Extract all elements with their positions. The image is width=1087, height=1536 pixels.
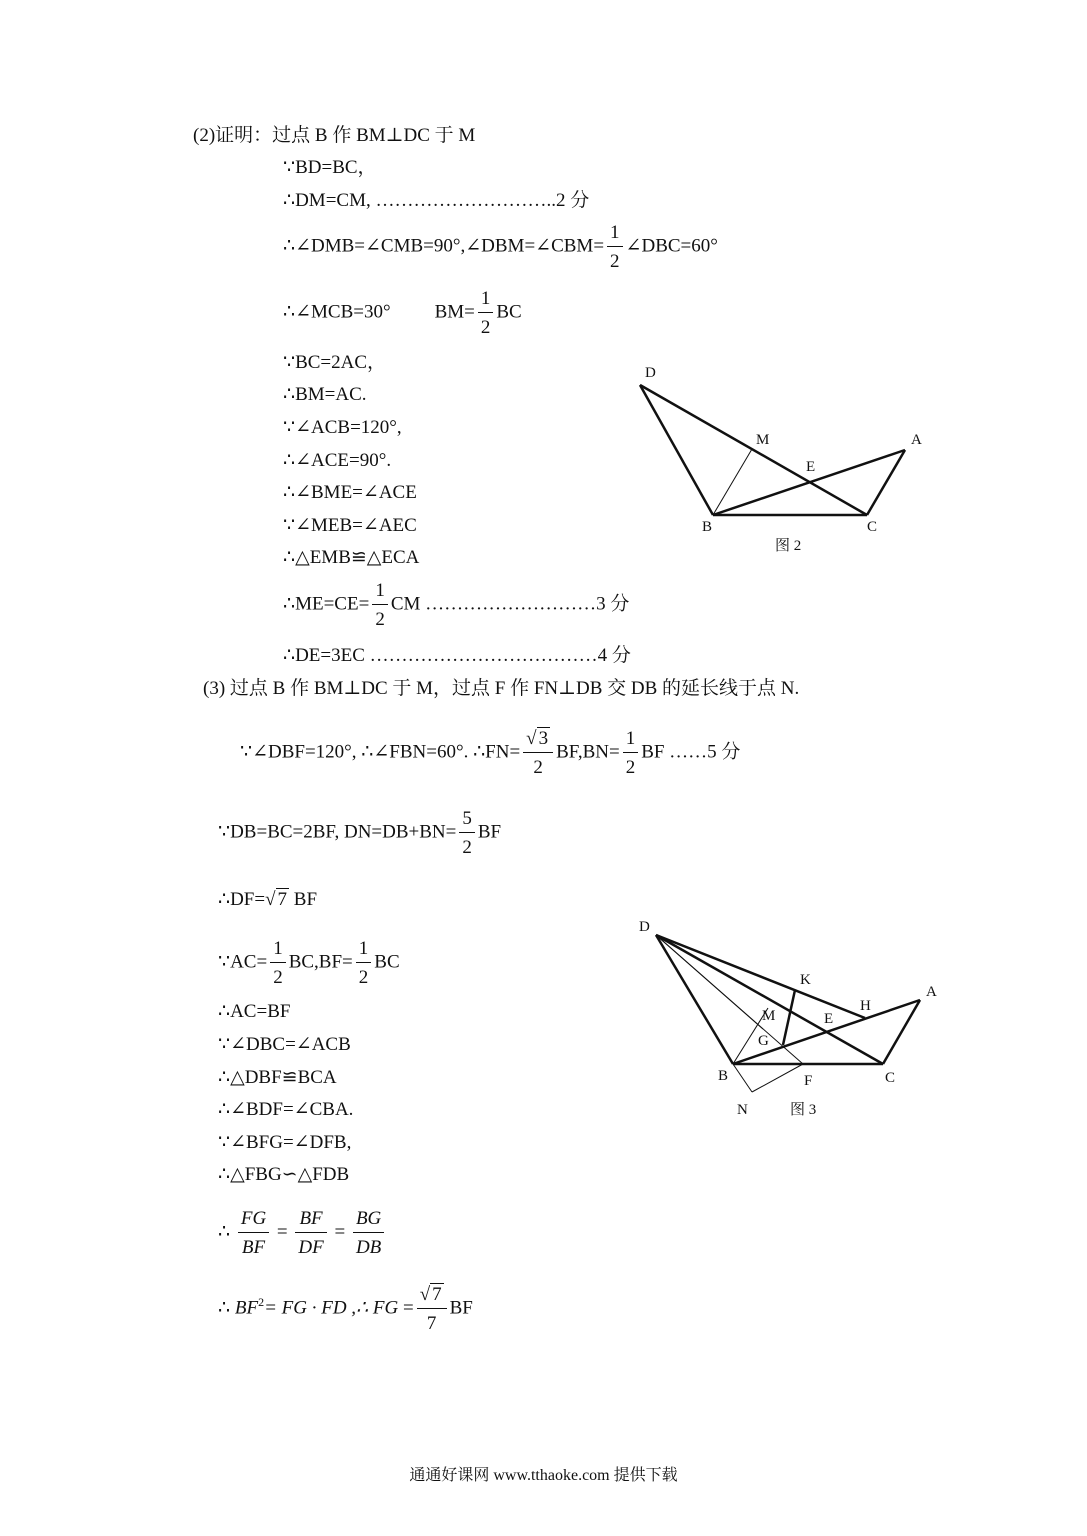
fraction-half: $\frac{1}{2}$ [607,222,623,272]
figure-2 [630,355,930,565]
proof-line: ∴DM=CM, ………………………..2 分 [283,190,590,211]
label-A: A [926,984,937,1000]
segment-DH [656,935,865,1018]
label-B: B [702,519,713,535]
proof-line-ratio: ∴ $\frac{FG}{BF}$ = $\frac{BF}{DF}$ = $\frac{BG}{DB}$ [218,1208,387,1258]
proof-line: ∴∠DMB=∠CMB=90°,∠DBM=∠CBM= $\frac{1}{2}$ ∠DBC=60° [283,222,718,272]
proof-line: ∴∠BDF=∠CBA. [218,1099,354,1120]
label-C: C [867,519,878,535]
proof-line: ∵∠MEB=∠AEC [283,515,417,536]
label-M: M [756,432,770,448]
proof-line: ∴AC=BF [218,1001,291,1022]
figure-3 [630,912,960,1127]
proof-line: ∵∠BFG=∠DFB, [218,1132,352,1153]
proof-line: ∴DF=√ 7 BF [218,889,318,910]
label-F: F [804,1073,813,1089]
proof-line: ∴DE=3EC ………………………………4 分 [283,645,631,666]
proof-line: ∵∠ACB=120°, [283,417,402,438]
sqrt-seven: √ 7 [265,889,288,910]
proof-line: ∴ $BF^2=$ FG · FD ,∴ FG = $\frac{√ 7}{7}$ BF [218,1284,473,1334]
segment-BM [713,449,752,515]
fraction-sqrt3-half: $\frac{√ 3}{2}$ [523,728,553,778]
proof-line: ∵∠DBC=∠ACB [218,1034,351,1055]
figure-2-caption: 图 2 [775,538,802,554]
fraction-half: $\frac{1}{2}$ [356,938,372,988]
proof-line: ∴∠MCB=30° BM= $\frac{1}{2}$ BC [283,288,522,338]
page-footer: 通通好课网 www.tthaoke.com 提供下载 [409,1467,678,1484]
fraction-half: $\frac{1}{2}$ [478,288,494,338]
label-D: D [645,365,656,381]
label-N: N [737,1102,748,1118]
label-K: K [800,972,811,988]
proof-line: ∴ME=CE= $\frac{1}{2}$ CM ………………………3 分 [283,580,630,630]
label-A: A [911,432,922,448]
segment-DG [656,935,763,1029]
label-B: B [718,1068,729,1084]
proof-line: ∵BD=BC， [283,157,377,178]
fraction-half: $\frac{1}{2}$ [623,728,639,778]
label-M: M [762,1008,776,1024]
part3-heading: (3) 过点 B 作 BM⊥DC 于 M，过点 F 作 FN⊥DB 交 DB 的延长线于点 N. [203,678,800,699]
proof-line: ∵BC=2AC， [283,352,387,373]
fraction-sqrt7-7: $\frac{√ 7}{7}$ [417,1284,447,1334]
label-E: E [806,459,816,475]
segment-BN [733,1064,752,1092]
segment-DC [640,385,867,515]
proof-line: ∵∠DBF=120°, ∴∠FBN=60°. ∴FN= $\frac{√ 3}{2}$ BF,BN= $\frac{1}{2}$ BF ……5 分 [240,728,741,778]
label-H: H [860,998,871,1014]
proof-line: ∴∠BME=∠ACE [283,482,417,503]
fraction-five-half: $\frac{5}{2}$ [459,808,475,858]
segment-KG [783,990,795,1045]
proof-line: ∴△DBF≌BCA [218,1067,337,1088]
label-E: E [824,1011,834,1027]
label-C: C [885,1070,896,1086]
segment-NF [752,1064,803,1092]
proof-line: ∵AC= $\frac{1}{2}$ BC,BF= $\frac{1}{2}$ BC [218,938,400,988]
part2-heading: (2)证明：过点 B 作 BM⊥DC 于 M [193,125,476,146]
figure-3-caption: 图 3 [790,1102,817,1118]
fraction-half: $\frac{1}{2}$ [372,580,388,630]
proof-line: ∴∠ACE=90°. [283,450,392,471]
proof-line: ∴△EMB≌△ECA [283,547,420,568]
proof-line: ∴BM=AC. [283,384,367,405]
segment-DC [656,935,883,1064]
label-G: G [758,1033,769,1049]
label-D: D [639,919,650,935]
fraction-half: $\frac{1}{2}$ [270,938,286,988]
proof-line: ∴△FBG∽△FDB [218,1164,350,1185]
proof-line: ∵DB=BC=2BF, DN=DB+BN= $\frac{5}{2}$ BF [218,808,502,858]
segment-DB [656,935,733,1064]
